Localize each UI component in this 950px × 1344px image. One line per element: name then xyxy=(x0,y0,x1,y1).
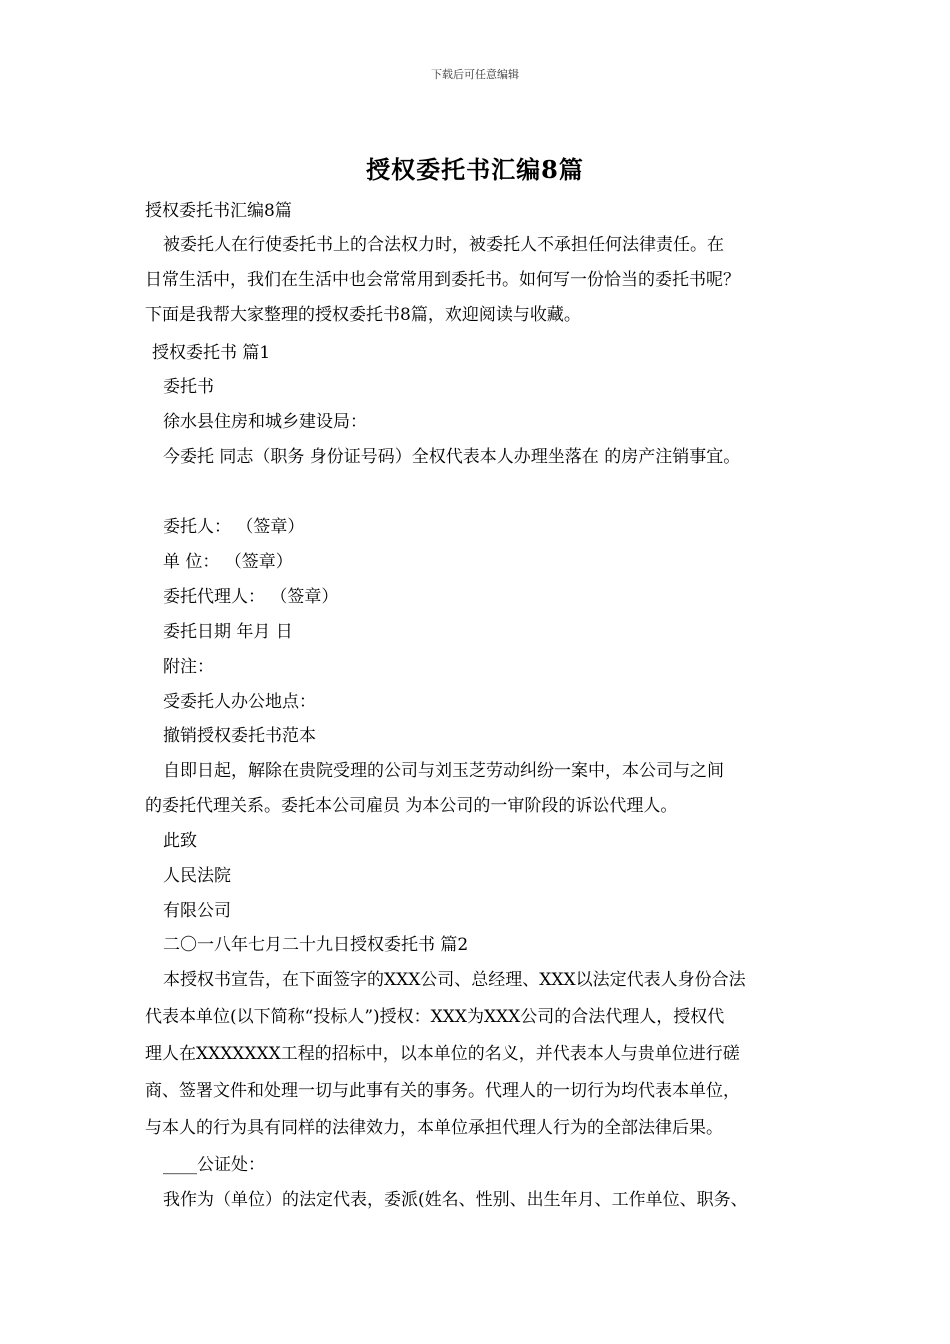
paragraph-line: 我作为（单位）的法定代表，委派(姓名、性别、出生年月、工作单位、职务、 xyxy=(163,1190,748,1210)
paragraph-line: 委托日期 年月 日 xyxy=(163,622,293,642)
paragraph-line: 单 位： （签章） xyxy=(163,552,293,572)
paragraph-line: 代表本单位(以下简称“投标人”)授权：XXX为XXX公司的合法代理人，授权代 xyxy=(145,1007,725,1027)
document-title: 授权委托书汇编8篇 xyxy=(366,155,584,184)
paragraph-line: 人民法院 xyxy=(163,866,231,886)
paragraph-line: ____公证处： xyxy=(163,1155,265,1175)
paragraph-line: 委托书 xyxy=(163,377,214,397)
paragraph-line: 此致 xyxy=(163,831,197,851)
page-header: 下载后可任意编辑 xyxy=(431,68,519,81)
paragraph-line: 撤销授权委托书范本 xyxy=(163,726,316,746)
paragraph-line: 理人在XXXXXXX工程的招标中，以本单位的名义，并代表本人与贵单位进行磋 xyxy=(145,1044,740,1064)
paragraph-line: 自即日起，解除在贵院受理的公司与刘玉芝劳动纠纷一案中，本公司与之间 xyxy=(163,761,724,781)
paragraph-line: 委托人： （签章） xyxy=(163,517,305,537)
paragraph-line: 下面是我帮大家整理的授权委托书8篇，欢迎阅读与收藏。 xyxy=(145,305,581,325)
section-heading: 授权委托书 篇1 xyxy=(152,343,271,363)
paragraph-line: 有限公司 xyxy=(163,901,231,921)
paragraph-line: 被委托人在行使委托书上的合法权力时，被委托人不承担任何法律责任。在 xyxy=(163,235,724,255)
subtitle-line: 授权委托书汇编8篇 xyxy=(145,201,292,221)
section-heading: 二〇一八年七月二十九日授权委托书 篇2 xyxy=(163,935,469,955)
paragraph-line: 本授权书宣告，在下面签字的XXX公司、总经理、XXX以法定代表人身份合法 xyxy=(163,970,746,990)
paragraph-line: 今委托 同志（职务 身份证号码）全权代表本人办理坐落在 的房产注销事宜。 xyxy=(163,447,741,467)
paragraph-line: 与本人的行为具有同样的法律效力，本单位承担代理人行为的全部法律后果。 xyxy=(145,1118,723,1138)
paragraph-line: 的委托代理关系。委托本公司雇员 为本公司的一审阶段的诉讼代理人。 xyxy=(145,796,678,816)
paragraph-line: 日常生活中，我们在生活中也会常常用到委托书。如何写一份恰当的委托书呢？ xyxy=(145,270,740,290)
paragraph-line: 受委托人办公地点： xyxy=(163,692,316,712)
paragraph-line: 商、签署文件和处理一切与此事有关的事务。代理人的一切行为均代表本单位， xyxy=(145,1081,740,1101)
paragraph-line: 委托代理人： （签章） xyxy=(163,587,339,607)
paragraph-line: 徐水县住房和城乡建设局： xyxy=(163,412,367,432)
paragraph-line: 附注： xyxy=(163,657,214,677)
